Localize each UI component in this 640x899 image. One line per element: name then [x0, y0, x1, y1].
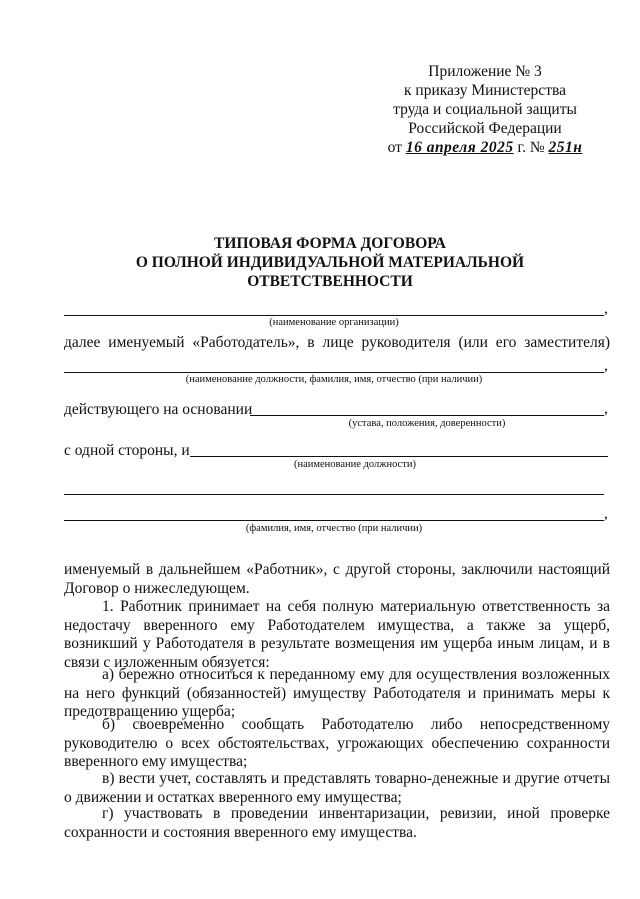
- document-title: [60, 234, 600, 291]
- year-suffix: г. №: [517, 139, 545, 156]
- appendix-number: Приложение № 3: [428, 63, 542, 80]
- org-caption: (наименование организации): [269, 317, 399, 328]
- head-comma: ,: [604, 357, 608, 374]
- title-line-3: ОТВЕТСТВЕННОСТИ: [247, 273, 413, 290]
- fio-comma: ,: [604, 505, 608, 522]
- intro-paragraph: именуемый в дальнейшем «Работник», с другой стороны, заключили настоящий Договор о нижеследующем.: [64, 561, 610, 597]
- clause-1-g: г) участвовать в проведении инвентаризации, ревизии, иной проверке сохранности и состояния вверенного ему имущества.: [64, 805, 610, 841]
- one-side-label: с одной стороны, и: [64, 442, 190, 459]
- handwritten-number: 251н: [548, 139, 583, 156]
- appendix-date-line: [380, 138, 590, 157]
- basis-label: действующего на основании: [64, 401, 253, 418]
- date-prefix: от: [387, 139, 402, 156]
- org-name-line: [64, 315, 604, 316]
- fio-line: [64, 520, 604, 521]
- title-line-2: О ПОЛНОЙ ИНДИВИДУАЛЬНОЙ МАТЕРИАЛЬНОЙ: [135, 254, 525, 271]
- clause-1-b: б) своевременно сообщать Работодателю либо непосредственному руководителю о всех обстоятельствах, угрожающих обеспечению сохранности вверенного ему имущества;: [64, 716, 610, 771]
- clause-1-a: а) бережно относиться к переданному ему для осуществления возложенных на него функций (обязанностей) имуществу Работодателя и принимать меры к предотвращению ущерба;: [64, 666, 610, 721]
- clause-1: 1. Работник принимает на себя полную материальную ответственность за недостачу вверенного ему Работодателем имущества, а также за ущерб, возникший у Работодателя в результате возмещения им ущерба иным лицам, и в связи с изложенным обязуется:: [64, 598, 610, 672]
- appendix-ministry: труда и социальной защиты: [393, 101, 577, 118]
- position-caption: (наименование должности): [293, 459, 417, 470]
- handwritten-date: 16 апреля 2025: [405, 139, 514, 156]
- head-name-line: [64, 372, 604, 373]
- appendix-order-ref: к приказу Министерства: [404, 82, 566, 99]
- fio-caption: (фамилия, имя, отчество (при наличии): [245, 523, 423, 534]
- appendix-block: [380, 62, 590, 157]
- basis-caption: (устава, положения, доверенности): [348, 418, 506, 429]
- clause-1-v: в) вести учет, составлять и представлять товарно-денежные и другие отчеты о движении и остатках вверенного ему имущества;: [64, 770, 610, 806]
- org-comma: ,: [604, 300, 608, 317]
- head-caption: (наименование должности, фамилия, имя, отчество (при наличии): [185, 374, 483, 385]
- employer-line: далее именуемый «Работодатель», в лице руководителя (или его заместителя): [64, 334, 610, 351]
- basis-line: [250, 415, 604, 416]
- appendix-country: Российской Федерации: [408, 120, 562, 137]
- title-line-1: ТИПОВАЯ ФОРМА ДОГОВОРА: [214, 235, 446, 252]
- blank-line: [64, 494, 604, 495]
- position-line: [190, 456, 608, 457]
- basis-comma: ,: [604, 400, 608, 417]
